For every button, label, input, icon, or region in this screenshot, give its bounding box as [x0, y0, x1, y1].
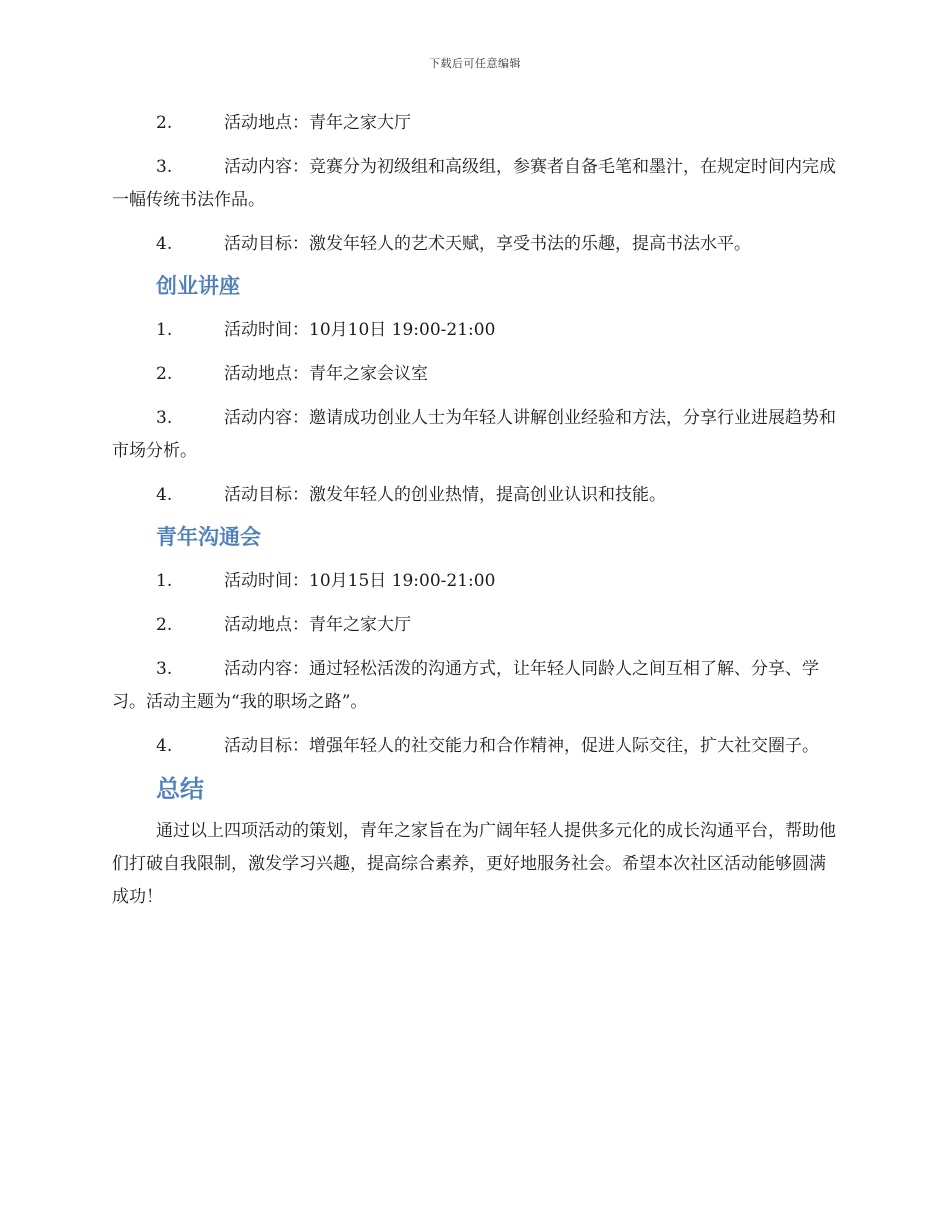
list-item — [112, 107, 838, 140]
item-text: 活动内容：通过轻松活泼的沟通方式，让年轻人同龄人之间互相了解、分享、学习。活动主题为“我的职场之路”。 — [112, 659, 819, 712]
item-number: 1. — [156, 571, 173, 591]
item-text: 活动目标：增强年轻人的社交能力和合作精神，促进人际交往，扩大社交圈子。 — [224, 736, 819, 756]
list-item — [112, 358, 838, 391]
item-text: 活动时间：10月10日 19:00-21:00 — [224, 320, 496, 340]
item-text: 活动目标：激发年轻人的创业热情，提高创业认识和技能。 — [224, 485, 666, 505]
list-item — [112, 653, 838, 719]
item-number: 4. — [156, 485, 173, 505]
list-item — [112, 402, 838, 468]
item-text: 活动地点：青年之家会议室 — [224, 364, 428, 384]
item-text: 活动时间：10月15日 19:00-21:00 — [224, 571, 496, 591]
list-item — [112, 479, 838, 512]
item-number: 2. — [156, 364, 173, 384]
item-number: 4. — [156, 234, 173, 254]
document-body — [112, 107, 838, 914]
summary-paragraph: 通过以上四项活动的策划，青年之家旨在为广阔年轻人提供多元化的成长沟通平台，帮助他们打破自我限制，激发学习兴趣，提高综合素养，更好地服务社会。希望本次社区活动能够圆满成功！ — [112, 821, 836, 907]
section-heading-summary: 总结 — [156, 775, 204, 803]
item-number: 1. — [156, 320, 173, 340]
page-header: 下载后可任意编辑 — [429, 57, 521, 70]
item-number: 4. — [156, 736, 173, 756]
item-number: 3. — [156, 157, 173, 177]
item-number: 2. — [156, 113, 173, 133]
list-item — [112, 730, 838, 763]
list-item — [112, 228, 838, 261]
item-number: 3. — [156, 408, 173, 428]
list-item — [112, 314, 838, 347]
item-text: 活动内容：竞赛分为初级组和高级组，参赛者自备毛笔和墨汁，在规定时间内完成一幅传统书法作品。 — [112, 157, 836, 210]
list-item — [112, 609, 838, 642]
item-text: 活动内容：邀请成功创业人士为年轻人讲解创业经验和方法，分享行业进展趋势和市场分析。 — [112, 408, 836, 461]
list-item — [112, 565, 838, 598]
section-heading-startup: 创业讲座 — [156, 274, 240, 298]
item-number: 3. — [156, 659, 173, 679]
list-item — [112, 151, 838, 217]
item-text: 活动目标：激发年轻人的艺术天赋，享受书法的乐趣，提高书法水平。 — [224, 234, 751, 254]
section-heading-youth-meeting: 青年沟通会 — [156, 525, 261, 549]
item-text: 活动地点：青年之家大厅 — [224, 113, 411, 133]
item-number: 2. — [156, 615, 173, 635]
item-text: 活动地点：青年之家大厅 — [224, 615, 411, 635]
